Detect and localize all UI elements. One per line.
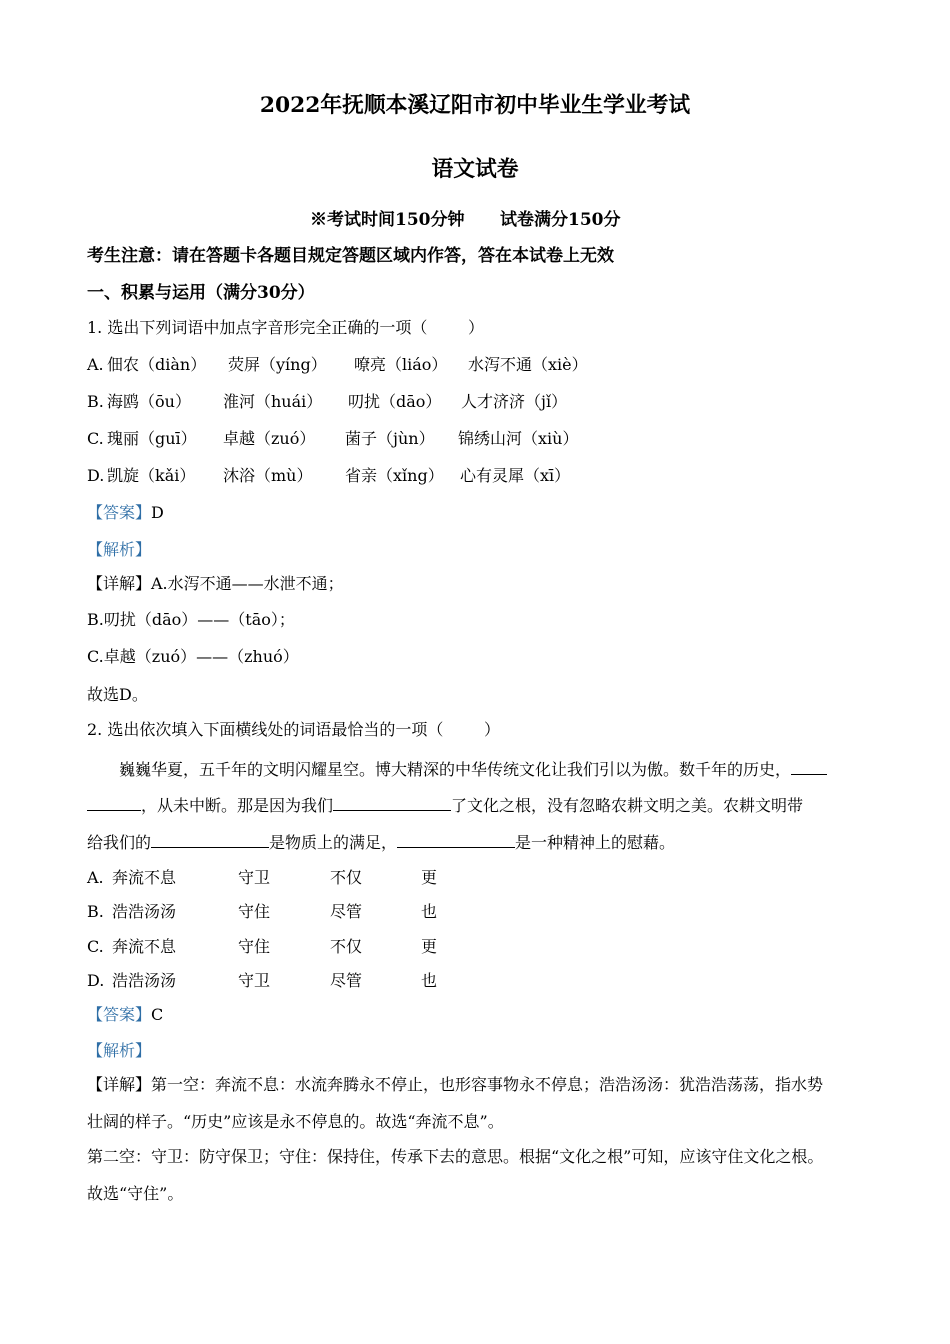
option-label: C. — [87, 937, 104, 956]
option-item: 瑰丽（guī） — [107, 429, 197, 448]
passage-text: 是物质上的满足， — [269, 833, 398, 852]
option-item: 海鸥（ōu） — [107, 392, 191, 411]
passage-text: 了文化之根，没有忽略农耕文明之美。农耕文明带 — [451, 796, 804, 815]
option-item: 奔流不息 — [112, 868, 177, 887]
section-heading: 一、积累与运用（满分30分） — [87, 283, 315, 303]
q2-passage-line — [87, 831, 675, 853]
option-item: 守卫 — [238, 971, 271, 990]
option-label: D. — [87, 466, 105, 485]
option-item: 浩浩汤汤 — [112, 971, 177, 990]
option-item: 凯旋（kǎi） — [107, 466, 196, 485]
option-item: 人才济济（jǐ） — [461, 392, 568, 411]
q2-detail-line: 【详解】第一空：奔流不息：水流奔腾永不停止，也形容事物永不停息；浩浩汤汤：犹浩浩荡荡，指水势 — [87, 1075, 824, 1094]
fill-blank — [151, 831, 269, 848]
option-item: 佃农（diàn） — [107, 355, 207, 374]
q1-detail-line: B.叨扰（dāo）——（tāo）； — [87, 610, 295, 629]
option-item: 淮河（huái） — [223, 392, 323, 411]
option-item: 卓越（zuó） — [223, 429, 316, 448]
option-item: 荧屏（yíng） — [228, 355, 327, 374]
answer-tag: 【答案】 — [87, 1005, 152, 1024]
fill-blank — [333, 794, 451, 811]
q2-detail-line: 故选“守住”。 — [87, 1184, 184, 1203]
passage-text: 是一种精神上的慰藉。 — [515, 833, 676, 852]
option-item: 尽管 — [330, 971, 363, 990]
fill-blank — [87, 794, 141, 811]
option-item: 守住 — [238, 902, 271, 921]
q2-detail-line: 第二空：守卫：防守保卫；守住：保持住，传承下去的意思。根据“文化之根”可知，应该守住文化之根。 — [87, 1147, 824, 1166]
option-item: 沐浴（mù） — [223, 466, 313, 485]
option-item: 尽管 — [330, 902, 363, 921]
option-item: 省亲（xǐng） — [345, 466, 444, 485]
option-item: 嘹亮（liáo） — [354, 355, 448, 374]
answer-tag: 【答案】 — [87, 503, 152, 522]
fill-blank — [791, 758, 827, 775]
q1-answer — [87, 503, 164, 523]
q1-analysis-tag: 【解析】 — [87, 540, 152, 559]
q1-detail-line: C.卓越（zuó）——（zhuó） — [87, 647, 299, 666]
option-item: 锦绣山河（xiù） — [458, 429, 579, 448]
q1-stem: 1. 选出下列词语中加点字音形完全正确的一项（ ） — [87, 318, 485, 337]
option-label: B. — [87, 902, 104, 921]
option-item: 奔流不息 — [112, 937, 177, 956]
option-item: 也 — [421, 971, 438, 990]
q1-detail-line: 故选D。 — [87, 685, 148, 704]
q2-stem: 2. 选出依次填入下面横线处的词语最恰当的一项（ ） — [87, 720, 501, 739]
option-item: 水泻不通（xiè） — [468, 355, 588, 374]
passage-text: ，从未中断。那是因为我们 — [141, 796, 334, 815]
q2-analysis-tag: 【解析】 — [87, 1041, 152, 1060]
q2-passage-line — [119, 758, 827, 780]
option-label: A. — [87, 355, 104, 374]
option-item: 守卫 — [238, 868, 271, 887]
option-label: C. — [87, 429, 104, 448]
candidate-notice: 考生注意：请在答题卡各题目规定答题区域内作答，答在本试卷上无效 — [87, 246, 614, 266]
exam-info: ※考试时间150分钟 试卷满分150分 — [310, 210, 621, 230]
answer-value: C — [151, 1005, 164, 1024]
passage-text: 给我们的 — [87, 833, 152, 852]
option-item: 不仅 — [330, 868, 363, 887]
option-item: 守住 — [238, 937, 271, 956]
option-item: 不仅 — [330, 937, 363, 956]
q2-detail-line: 壮阔的样子。“历史”应该是永不停息的。故选“奔流不息”。 — [87, 1112, 504, 1131]
exam-subtitle: 语文试卷 — [431, 157, 519, 182]
option-label: A. — [87, 868, 104, 887]
q2-passage-line — [87, 794, 803, 816]
option-item: 浩浩汤汤 — [112, 902, 177, 921]
q1-detail-line: 【详解】A.水泻不通——水泄不通； — [87, 574, 344, 593]
fill-blank — [397, 831, 515, 848]
option-label: D. — [87, 971, 105, 990]
option-item: 更 — [421, 937, 438, 956]
option-item: 也 — [421, 902, 438, 921]
option-item: 更 — [421, 868, 438, 887]
option-item: 心有灵犀（xī） — [460, 466, 571, 485]
q2-answer — [87, 1005, 163, 1025]
answer-value: D — [151, 503, 164, 522]
option-label: B. — [87, 392, 104, 411]
option-item: 菌子（jùn） — [345, 429, 435, 448]
passage-text: 巍巍华夏，五千年的文明闪耀星空。博大精深的中华传统文化让我们引以为傲。数千年的历史， — [119, 760, 792, 779]
option-item: 叨扰（dāo） — [348, 392, 442, 411]
exam-title: 2022年抚顺本溪辽阳市初中毕业生学业考试 — [259, 93, 691, 118]
